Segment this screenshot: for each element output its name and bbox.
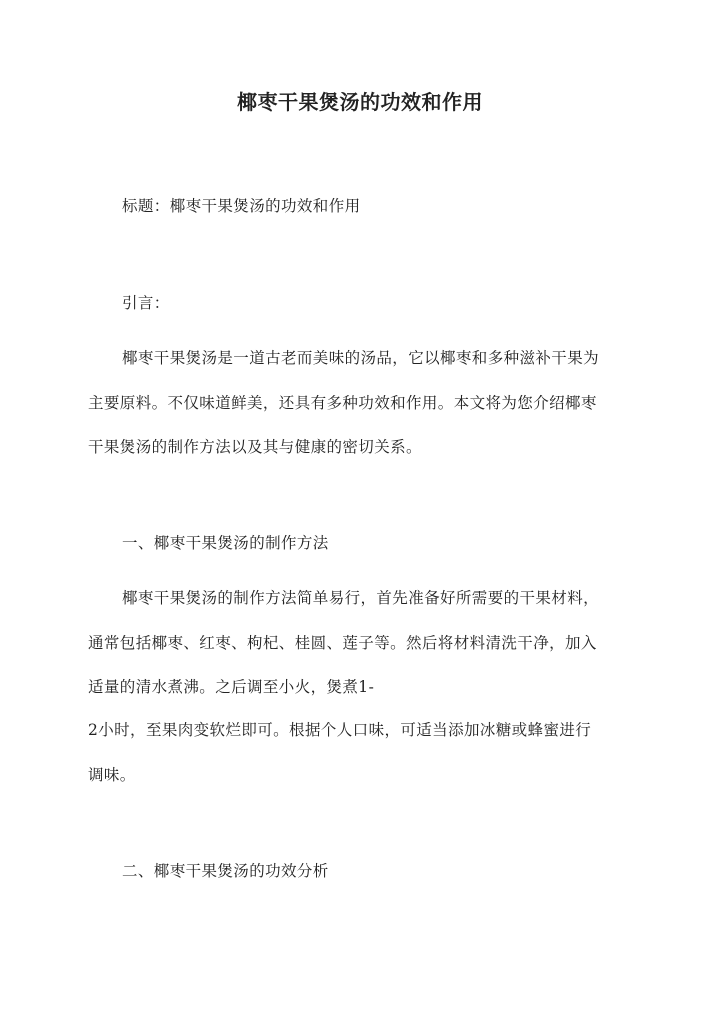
section1-paragraph-line-3: 适量的清水煮沸。之后调至小火，煲煮1- <box>88 678 375 696</box>
section1-paragraph-line-2: 通常包括椰枣、红枣、枸杞、桂圆、莲子等。然后将材料清洗干净，加入 <box>88 634 597 652</box>
intro-paragraph-line-1: 椰枣干果煲汤是一道古老而美味的汤品，它以椰枣和多种滋补干果为 <box>122 349 600 367</box>
intro-paragraph-line-3: 干果煲汤的制作方法以及其与健康的密切关系。 <box>88 438 422 456</box>
section1-paragraph-line-1: 椰枣干果煲汤的制作方法简单易行，首先准备好所需要的干果材料， <box>122 589 600 607</box>
section1-paragraph-line-5: 调味。 <box>88 766 136 784</box>
section1-paragraph-line-4: 2小时，至果肉变软烂即可。根据个人口味，可适当添加冰糖或蜂蜜进行 <box>88 721 592 739</box>
document-title: 椰枣干果煲汤的功效和作用 <box>237 90 483 114</box>
section2-heading: 二、椰枣干果煲汤的功效分析 <box>122 862 329 880</box>
intro-heading: 引言： <box>122 294 170 312</box>
section1-heading: 一、椰枣干果煲汤的制作方法 <box>122 534 329 552</box>
intro-paragraph-line-2: 主要原料。不仅味道鲜美，还具有多种功效和作用。本文将为您介绍椰枣 <box>88 394 597 412</box>
title-label-line: 标题：椰枣干果煲汤的功效和作用 <box>122 197 361 215</box>
